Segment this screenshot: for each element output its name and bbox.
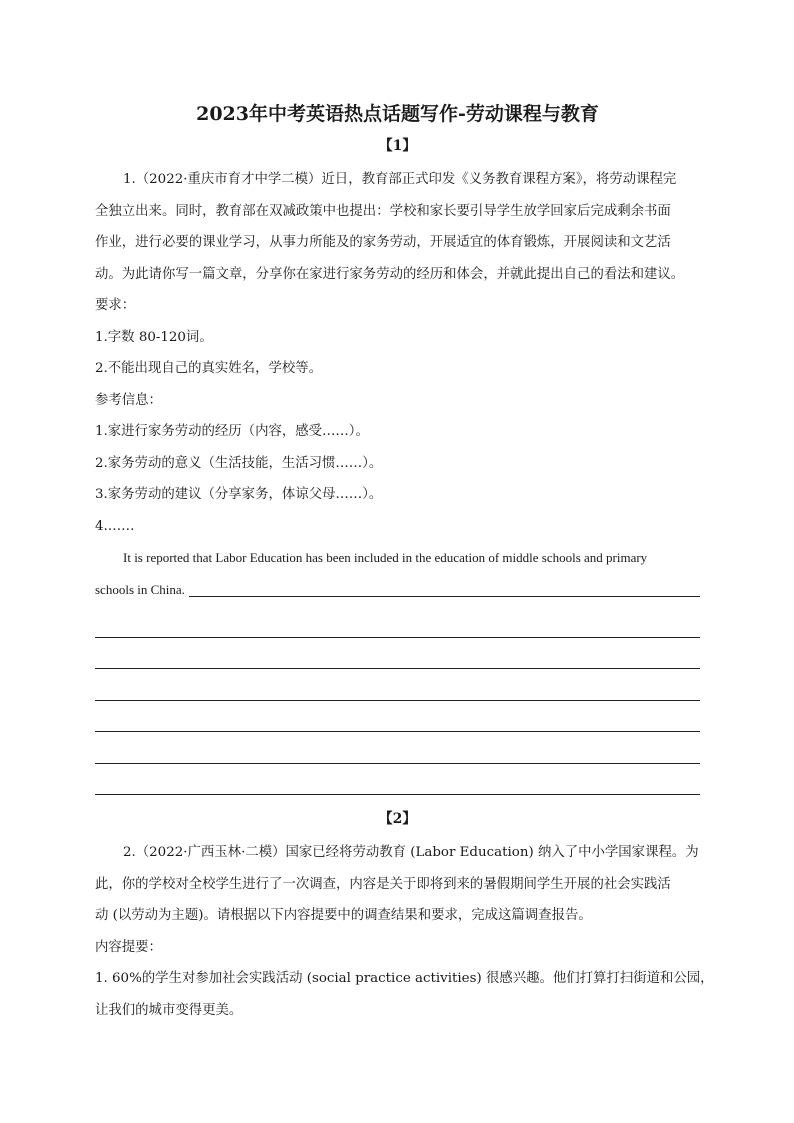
section-2-mark: 【2】 bbox=[378, 811, 417, 827]
prompt-line: 动 (以劳动为主题)。请根据以下内容提要中的调查结果和要求，完成这篇调查报告。 bbox=[95, 908, 592, 923]
requirement-item: 1.字数 80-120词。 bbox=[95, 329, 213, 345]
section-1-mark: 【1】 bbox=[378, 138, 417, 154]
page-title: 2023年中考英语热点话题写作-劳动课程与教育 bbox=[196, 103, 599, 125]
requirement-item: 2.不能出现自己的真实姓名，学校等。 bbox=[95, 361, 323, 376]
section-2-prompt bbox=[95, 837, 700, 932]
prompt-line: 全独立出来。同时，教育部在双减政策中也提出：学校和家长要引导学生放学回家后完成剩余书面 bbox=[95, 203, 671, 219]
answer-blank-inline[interactable] bbox=[189, 596, 700, 597]
reference-item: 2.家务劳动的意义（生活技能，生活习惯……）。 bbox=[95, 455, 383, 471]
prompt-line: 动。为此请你写一篇文章，分享你在家进行家务劳动的经历和体会，并就此提出自己的看法和建议。 bbox=[95, 266, 685, 282]
answer-line[interactable] bbox=[95, 701, 700, 733]
answer-line[interactable] bbox=[95, 732, 700, 764]
answer-line[interactable] bbox=[95, 669, 700, 701]
answer-line[interactable] bbox=[95, 764, 700, 796]
worksheet-page bbox=[95, 100, 714, 1026]
prompt-line: 此，你的学校对全校学生进行了一次调查，内容是关于即将到来的暑假期间学生开展的社会实践活 bbox=[95, 876, 671, 892]
essay-opening-line-1: It is reported that Labor Education has been included in the education of middle schools and primary bbox=[123, 550, 648, 565]
reference-item: 4.…… bbox=[95, 518, 135, 534]
prompt-line: 1.（2022·重庆市育才中学二模）近日，教育部正式印发《义务教育课程方案》，将劳动课程完 bbox=[123, 172, 677, 187]
prompt-line: 2.（2022·广西玉林·二模）国家已经将劳动教育 (Labor Education) 纳入了中小学国家课程。为 bbox=[123, 845, 699, 860]
reference-item: 3.家务劳动的建议（分享家务，体谅父母……）。 bbox=[95, 487, 383, 502]
reference-label: 参考信息： bbox=[95, 392, 162, 408]
outline-item: 1. 60%的学生对参加社会实践活动 (social practice activities) 很感兴趣。他们打算打扫街道和公园， bbox=[95, 971, 714, 986]
answer-line[interactable] bbox=[95, 606, 700, 638]
answer-line[interactable] bbox=[95, 638, 700, 670]
section-1-prompt bbox=[95, 164, 700, 290]
essay-opening-text: schools in China. bbox=[95, 582, 185, 597]
requirements-label: 要求： bbox=[95, 298, 136, 313]
essay-opening-line-2 bbox=[95, 574, 700, 606]
outline-label: 内容提要： bbox=[95, 939, 162, 955]
outline-item: 让我们的城市变得更美。 bbox=[95, 1002, 243, 1018]
answer-lines bbox=[95, 606, 700, 795]
prompt-line: 作业，进行必要的课业学习，从事力所能及的家务劳动，开展适宜的体育锻炼，开展阅读和文艺活 bbox=[95, 235, 671, 250]
reference-item: 1.家进行家务劳动的经历（内容，感受……）。 bbox=[95, 424, 369, 439]
